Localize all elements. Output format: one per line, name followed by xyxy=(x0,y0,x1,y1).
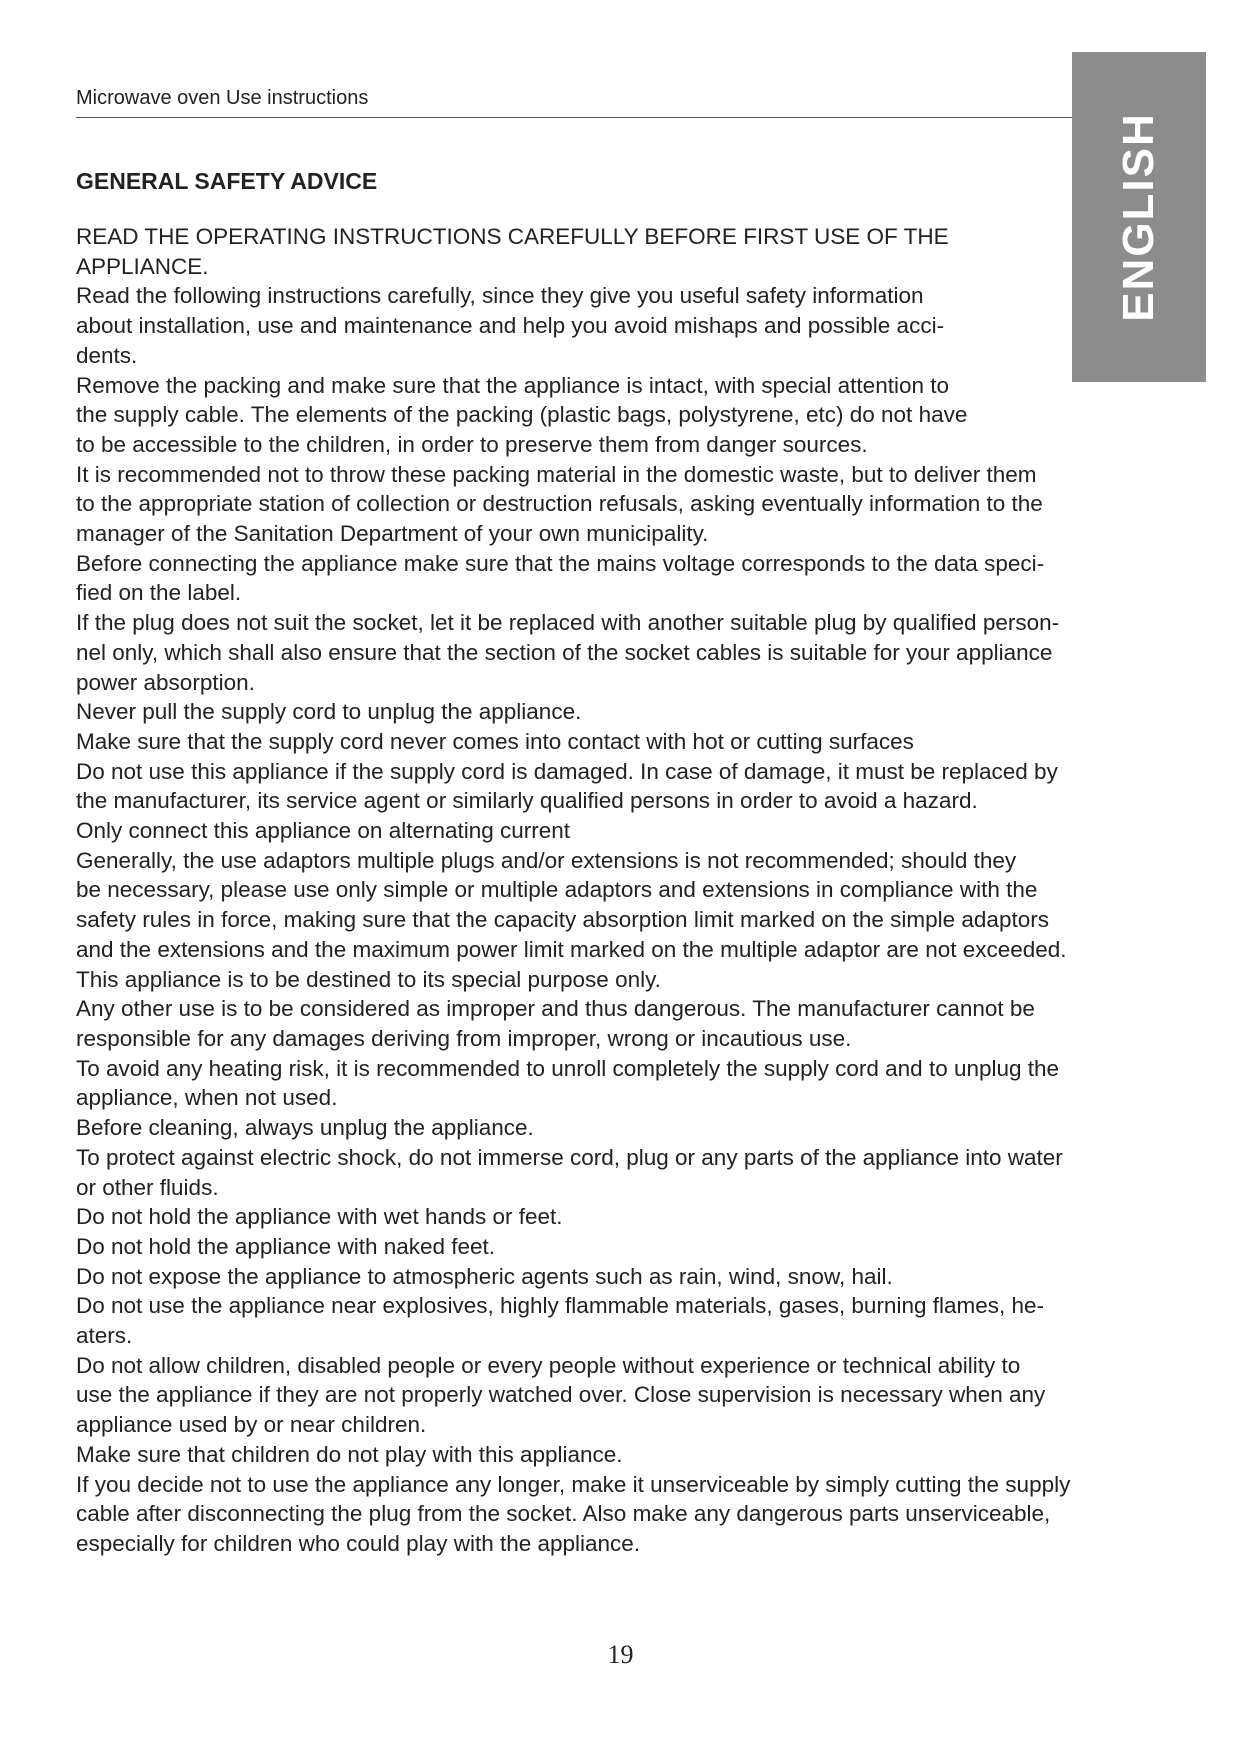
paragraph-mains-voltage: Before connecting the appliance make sure that the mains voltage corresponds to the data speci- fied on the label. xyxy=(76,550,1045,606)
paragraph-never-pull-cord: Never pull the supply cord to unplug the appliance. xyxy=(76,699,582,725)
paragraph-cord-hot-surfaces: Make sure that the supply cord never comes into contact with hot or cutting surfaces xyxy=(76,728,914,754)
paragraph-explosives: Do not use the appliance near explosives, highly flammable materials, gases, burning flames, he- aters. xyxy=(76,1293,1045,1349)
language-tab-label: ENGLISH xyxy=(1114,112,1163,322)
paragraph-improper-use: Any other use is to be considered as improper and thus dangerous. The manufacturer cannot be responsible for any damages deriving from improper, wrong or incautious use. xyxy=(76,996,1035,1051)
paragraph-naked-feet: Do not hold the appliance with naked feet. xyxy=(76,1233,496,1259)
paragraph-atmospheric-agents: Do not expose the appliance to atmospheric agents such as rain, wind, snow, hail. xyxy=(76,1263,893,1289)
paragraph-plug-replacement: If the plug does not suit the socket, let it be replaced with another suitable plug by qualified person- nel only, which shall also ensure that the section of the socket cables is suitable for your appliance power absorption. xyxy=(76,610,1060,695)
paragraph-alternating-current: Only connect this appliance on alternating current xyxy=(76,818,571,844)
paragraph-unserviceable: If you decide not to use the appliance any longer, make it unserviceable by simply cutting the supply cable after disconnecting the plug from the socket. Also make any dangerous parts unserviceable, especially for children who could play with the appliance. xyxy=(76,1471,1071,1556)
safety-advice-body xyxy=(76,222,1176,1559)
paragraph-packing-disposal: It is recommended not to throw these packing material in the domestic waste, but to deliver them to the appropriate station of collection or destruction refusals, asking eventually information to the manager of the Sanitation Department of your own municipality. xyxy=(76,461,1043,547)
paragraph-adaptors: Generally, the use adaptors multiple plugs and/or extensions is not recommended; should they be necessary, please use only simple or multiple adaptors and extensions in compliance with the safety rules in force, making sure that the capacity absorption limit marked on the simple adaptors and the extensions and the maximum power limit marked on the multiple adaptor are not exceeded. xyxy=(76,847,1067,962)
paragraph-wet-hands: Do not hold the appliance with wet hands or feet. xyxy=(76,1204,563,1230)
paragraph-children-play: Make sure that children do not play with this appliance. xyxy=(76,1441,623,1467)
paragraph-heating-risk: To avoid any heating risk, it is recommended to unroll completely the supply cord and to unplug the appliance, when not used. xyxy=(76,1055,1060,1111)
paragraph-remove-packing: Remove the packing and make sure that the appliance is intact, with special attention to the supply cable. The elements of the packing (plastic bags, polystyrene, etc) do not have to be accessible to the children, in order to preserve them from danger sources. xyxy=(76,372,968,457)
paragraph-electric-shock: To protect against electric shock, do not immerse cord, plug or any parts of the appliance into water or other fluids. xyxy=(76,1144,1063,1200)
section-heading: GENERAL SAFETY ADVICE xyxy=(76,168,378,194)
paragraph-children-supervision: Do not allow children, disabled people or every people without experience or technical ability to use the appliance if they are not properly watched over. Close supervision is necessary when any appliance used by or near children. xyxy=(76,1352,1046,1438)
paragraph-damaged-cord: Do not use this appliance if the supply cord is damaged. In case of damage, it must be replaced by the manufacturer, its service agent or similarly qualified persons in order to avoid a hazard. xyxy=(76,758,1058,814)
paragraph-read-instructions: READ THE OPERATING INSTRUCTIONS CAREFULLY BEFORE FIRST USE OF THE APPLIANCE. xyxy=(76,224,949,279)
page-number: 19 xyxy=(607,1640,634,1669)
paragraph-read-following: Read the following instructions carefully, since they give you useful safety information about installation, use and maintenance and help you avoid mishaps and possible acci- dents. xyxy=(76,283,945,368)
paragraph-special-purpose: This appliance is to be destined to its special purpose only. xyxy=(76,966,661,992)
document-header-title: Microwave oven Use instructions xyxy=(76,87,369,109)
paragraph-unplug-cleaning: Before cleaning, always unplug the appliance. xyxy=(76,1115,534,1141)
header-divider xyxy=(76,117,1073,118)
